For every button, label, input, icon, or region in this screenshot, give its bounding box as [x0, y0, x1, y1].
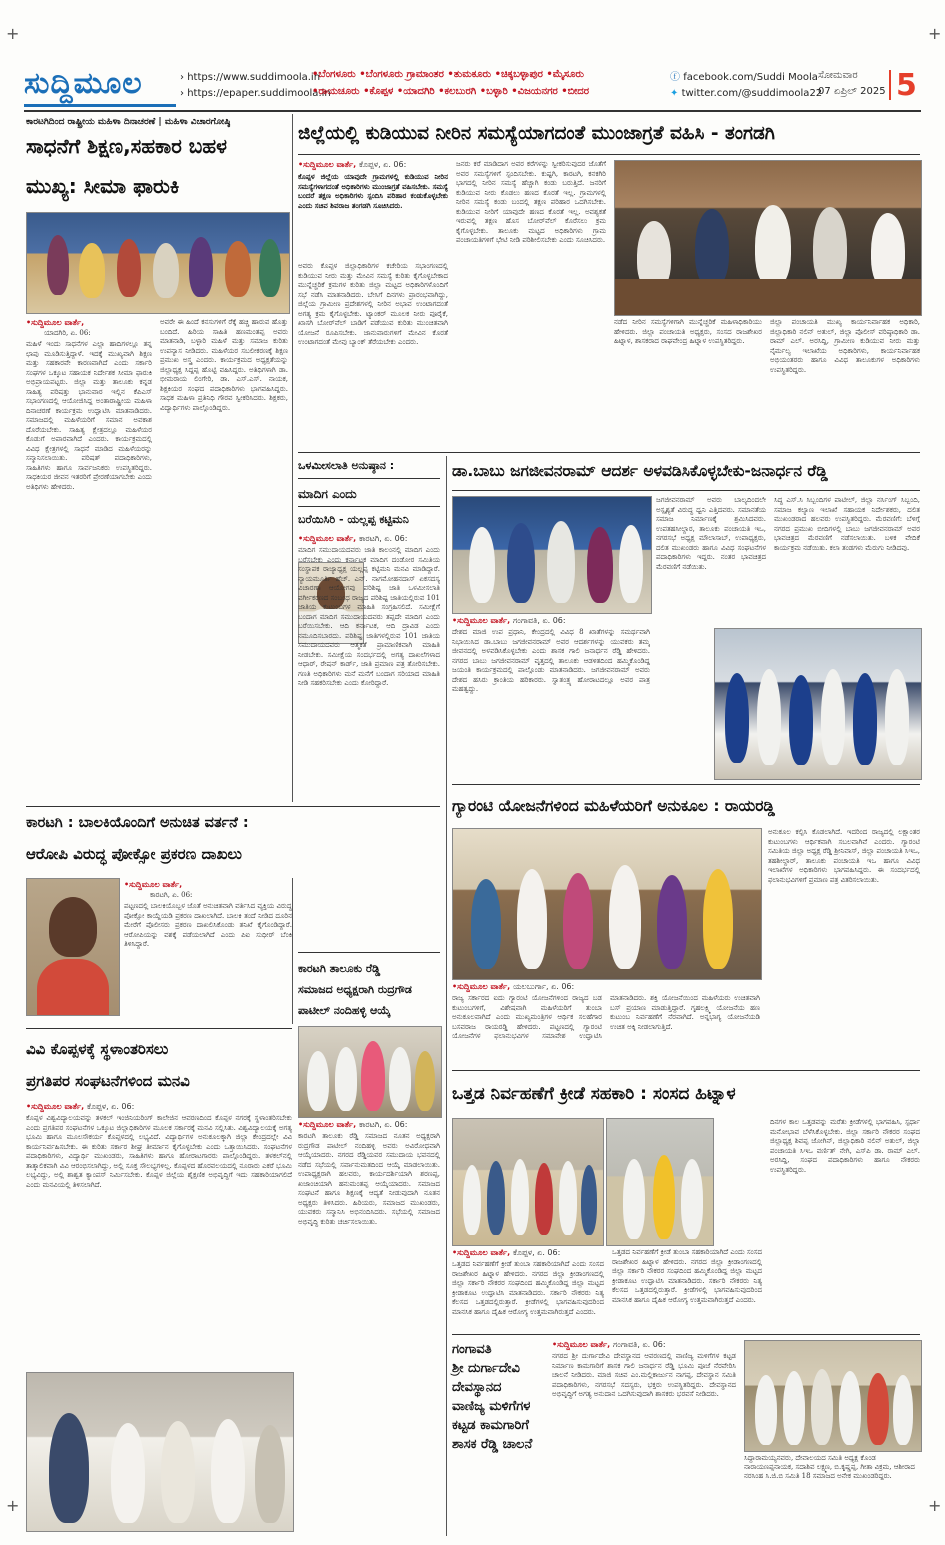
cities-row-1: •ಬೆಂಗಳೂರು •ಬೆಂಗಳೂರು ಗ್ರಾಮಾಂತರ •ತುಮಕೂರು •ಚಿಕ್ಕಬಳ್ಳಾಪುರ •ಮೈಸೂರು: [312, 69, 584, 80]
column-divider: [292, 878, 293, 1024]
story6-headline-1[interactable]: ಕಾರಟಗಿ : ಬಾಲಕಿಯೊಂದಿಗೆ ಅನುಚಿತ ವರ್ತನೆ :: [26, 815, 249, 831]
story9-headline[interactable]: ಒತ್ತಡ ನಿರ್ವಹಣೆಗೆ ಕ್ರೀಡೆ ಸಹಕಾರಿ : ಸಂಸದ ಹಿಟ್ನಾಳ: [452, 1084, 736, 1104]
story4-headline[interactable]: ಡಾ.ಬಾಬು ಜಗಜೀವನರಾಮ್ ಆದರ್ಶ ಅಳವಡಿಸಿಕೊಳ್ಳಬೇಕು-ಜನಾರ್ಧನ ರೆಡ್ಡಿ: [452, 462, 828, 480]
arrow-icon: ›: [180, 72, 188, 83]
story5-headline[interactable]: ಗ್ಯಾರಂಟಿ ಯೋಜನೆಗಳಿಂದ ಮಹಿಳೆಯರಿಗೆ ಅನುಕೂಲ : ರಾಯರಡ್ಡಿ: [452, 797, 775, 815]
twitter-icon: ✦: [670, 88, 682, 99]
story9-body: ಒತ್ತಡದ ನಿರ್ವಹಣೆಗೆ ಕ್ರೀಡೆ ತುಂಬಾ ಸಹಕಾರಿಯಾಗಿದೆ ಎಂದು ಸಂಸದ ರಾಜಶೇಖರ ಹಿಟ್ನಾಳ ಹೇಳಿದರು. ನಗರದ ಜಿಲ್ಲಾ ಕ್ರೀಡಾಂಗಣದಲ್ಲಿ ಜಿಲ್ಲಾ ಸರ್ಕಾರಿ ನೌಕರರ ಸಂಘದಿಂದ ಹಮ್ಮಿಕೊಂಡಿದ್ದ ಜಿಲ್ಲಾ ಮಟ್ಟದ ಕ್ರೀಡಾಕೂಟ ಉದ್ಘಾಟಿಸಿ ಮಾತನಾಡಿದರು. ಸರ್ಕಾರಿ ನೌಕರರು ನಿತ್ಯ ಕೆಲಸದ ಒತ್ತಡದಲ್ಲಿರುತ್ತಾರೆ. ಕ್ರೀಡೆಗಳಲ್ಲಿ ಭಾಗವಹಿಸುವುದರಿಂದ ಮಾನಸಿಕ ಹಾಗೂ ದೈಹಿಕ ಆರೋಗ್ಯ ಉತ್ತಮವಾಗಿರುತ್ತದೆ ಎಂದರು.: [452, 1260, 604, 1316]
story1-headline-1[interactable]: ಸಾಧನೆಗೆ ಶಿಕ್ಷಣ,ಸಹಕಾರ ಬಹಳ: [26, 134, 228, 158]
story10-byline: •ಸುದ್ದಿಮೂಲ ವಾರ್ತೆ, ಗಂಗಾವತಿ, ಏ. 06:: [552, 1340, 666, 1349]
story6-byline: •ಸುದ್ದಿಮೂಲ ವಾರ್ತೆ,: [124, 880, 183, 889]
story4-body-far: ಸಿದ್ಧ ಎಸ್.ಸಿ ಸಿಬ್ಬಂದಿಗಳ ಪಾಟೀಲ್, ಜಿಲ್ಲಾ ನರ್ಸಿಂಗ್ ಸಿಬ್ಬಂದಿ, ಸಮಾಜ ಕಲ್ಯಾಣ ಇಲಾಖೆ ಸಹಾಯಕ ನಿರ್ದೇಶಕರು, ದಲಿತ ಮುಖಂಡರಾದ ಹಲವರು ಉಪಸ್ಥಿತರಿದ್ದರು. ಮೆರವಣಿಗೆ: ಬೆಳಿಗ್ಗೆ ನಗರದ ಪ್ರಮುಖ ಬೀದಿಗಳಲ್ಲಿ ಬಾಬು ಜಗಜೀವನರಾಮ್ ಅವರ ಭಾವಚಿತ್ರದ ಮೆರವಣಿಗೆ ನಡೆಸಲಾಯಿತು. ಬಳಿಕ ವೇದಿಕೆ ಕಾರ್ಯಕ್ರಮ ನಡೆಯಿತು. ಕಲಾ ತಂಡಗಳು ಮೆರುಗು ನೀಡಿದವು.: [774, 496, 920, 552]
story6-body: ಪಟ್ಟಣದಲ್ಲಿ ಬಾಲಕಿಯೊಬ್ಬಳ ಜೊತೆ ಅನುಚಿತವಾಗಿ ವರ್ತಿಸಿದ ವ್ಯಕ್ತಿಯ ವಿರುದ್ಧ ಪೋಕ್ಸೋ ಕಾಯ್ದೆಯಡಿ ಪ್ರಕರಣ ದಾಖಲಾಗಿದೆ. ಬಾಲಕಿ ತಂದೆ ನೀಡಿದ ದೂರಿನ ಮೇರೆಗೆ ಪೊಲೀಸರು ಪ್ರಕರಣ ದಾಖಲಿಸಿಕೊಂಡು ತನಿಖೆ ಕೈಗೊಂಡಿದ್ದಾರೆ. ಆರೋಪಿಯನ್ನು ವಶಕ್ಕೆ ಪಡೆಯಲಾಗಿದೆ ಎಂದು ಪಿಐ ಸುಧೀರ್ ಬೆಂಕಿ ತಿಳಿಸಿದ್ದಾರೆ.: [124, 902, 292, 948]
story8-photo: [26, 1372, 294, 1532]
masthead-rule: [24, 110, 921, 112]
registration-mark-bl: +: [6, 1496, 20, 1515]
story3-rule: [298, 478, 440, 479]
epaper-link[interactable]: › https://epaper.suddimoola.in: [180, 88, 331, 99]
page-number: 5: [896, 68, 917, 103]
story9-body-right: ದಿನಗಳ ಕಾಲ ಒತ್ತಡವನ್ನು ಮರೆತು ಕ್ರೀಡೆಗಳಲ್ಲಿ ಭಾಗವಹಿಸಿ, ಸ್ಪರ್ಧಾ ಮನೋಭಾವ ಬೆಳೆಸಿಕೊಳ್ಳಬೇಕು. ಜಿಲ್ಲಾ ಸರ್ಕಾರಿ ನೌಕರರ ಸಂಘದ ಜಿಲ್ಲಾಧ್ಯಕ್ಷ ಶಿವಪ್ಪ ಜೋಗಿನ್, ಜಿಲ್ಲಾಧಿಕಾರಿ ನಲಿನ್ ಅತುಲ್, ಜಿಲ್ಲಾ ಪಂಚಾಯತಿ ಸಿಇಒ ವರ್ಣಿತ್ ನೇಗಿ, ಎಸ್‌ಪಿ ಡಾ. ರಾಮ್ ಎಲ್. ಅರಸಿದ್ದಿ, ಸಂಘದ ಪದಾಧಿಕಾರಿಗಳು ಹಾಗೂ ನೌಕರರು ಉಪಸ್ಥಿತರಿದ್ದರು.: [770, 1118, 920, 1174]
section-rule: [26, 806, 440, 807]
story1-body-left: ಮಹಿಳೆ ಇಂದು ಸಾಧನೆಗಳ ಎಲ್ಲಾ ಹಾದಿಗಳಲ್ಲೂ ತನ್ನ ಛಾಪು ಮೂಡಿಸುತ್ತಿದ್ದಾಳೆ. ಇದಕ್ಕೆ ಮುಖ್ಯವಾಗಿ ಶಿಕ್ಷಣ ಮತ್ತು ಸಹಕಾರವೇ ಕಾರಣವಾಗಿದೆ ಎಂದು ಸರ್ಕಾರಿ ಸಂಘಗಳ ಒಕ್ಕೂಟ ಸಹಾಯಕ ನಿರ್ದೇಶಕ ಸೀಮಾ ಫಾರುಕಿ ಅಭಿಪ್ರಾಯಪಟ್ಟರು. ಜಿಲ್ಲಾ ಮತ್ತು ತಾಲೂಕು ಕನ್ನಡ ಸಾಹಿತ್ಯ ಪರಿಷತ್ತು ಭಾನುವಾರ ಇಲ್ಲಿನ ಕೆಪಿಎಸ್ ಸಭಾಂಗಣದಲ್ಲಿ ಆಯೋಜಿಸಿದ್ದ ಅಂತಾರಾಷ್ಟ್ರೀಯ ಮಹಿಳಾ ದಿನಾಚರಣೆ ಕಾರ್ಯಕ್ರಮ ಉದ್ಘಾಟಿಸಿ ಮಾತನಾಡಿದರು. ಸಮಾಜದಲ್ಲಿ ಮಹಿಳೆಯರಿಗೆ ಸಮಾನ ಅವಕಾಶ ದೊರೆಯಬೇಕು. ಸಾಹಿತ್ಯ ಕ್ಷೇತ್ರದಲ್ಲೂ ಮಹಿಳೆಯರ ಕೊಡುಗೆ ಅಪಾರವಾಗಿದೆ ಎಂದರು. ಕಾರ್ಯಕ್ರಮದಲ್ಲಿ ವಿವಿಧ ಕ್ಷೇತ್ರಗಳಲ್ಲಿ ಸಾಧನೆ ಮಾಡಿದ ಮಹಿಳೆಯರನ್ನು ಸನ್ಮಾನಿಸಲಾಯಿತು. ಪರಿಷತ್ ಪದಾಧಿಕಾರಿಗಳು, ಸಾಹಿತಿಗಳು ಹಾಗೂ ಸಾರ್ವಜನಿಕರು ಉಪಸ್ಥಿತರಿದ್ದರು. ಸಾಧಕಿಯರ ಜೀವನ ಇತರರಿಗೆ ಪ್ರೇರಣೆಯಾಗಬೇಕು ಎಂದು ಅತಿಥಿಗಳು ಹೇಳಿದರು.: [26, 340, 152, 491]
story9-byline: •ಸುದ್ದಿಮೂಲ ವಾರ್ತೆ, ಕೊಪ್ಪಳ, ಏ. 06:: [452, 1248, 561, 1257]
story9-photo-2: [606, 1118, 714, 1246]
registration-mark-tr: +: [928, 24, 942, 43]
story4-byline: •ಸುದ್ದಿಮೂಲ ವಾರ್ತೆ, ಗಂಗಾವತಿ, ಏ. 06:: [452, 616, 566, 625]
story10-headline-5: ಕಟ್ಟಡ ಕಾಮಗಾರಿಗೆ: [452, 1418, 529, 1433]
story7-body: ಕಾರಟಗಿ ತಾಲೂಕು ರೆಡ್ಡಿ ಸಮಾಜದ ನೂತನ ಅಧ್ಯಕ್ಷರಾಗಿ ರುದ್ರಗೌಡ ಪಾಟೀಲ್ ನಂದಿಹಳ್ಳಿ ಅವರು ಅವಿರೋಧವಾಗಿ ಆಯ್ಕೆಯಾದರು. ನಗರದ ರೆಡ್ಡಿಯವರ ಸಮುದಾಯ ಭವನದಲ್ಲಿ ನಡೆದ ಸಭೆಯಲ್ಲಿ ಸರ್ವಾನುಮತದಿಂದ ಆಯ್ಕೆ ಮಾಡಲಾಯಿತು. ಉಪಾಧ್ಯಕ್ಷರಾಗಿ ಹಲವರು, ಕಾರ್ಯದರ್ಶಿಯಾಗಿ ಶರಣಪ್ಪ, ಖಜಾಂಚಿಯಾಗಿ ಹನುಮಂತಪ್ಪ ಆಯ್ಕೆಯಾದರು. ಸಮಾಜದ ಸಂಘಟನೆ ಹಾಗೂ ಶಿಕ್ಷಣಕ್ಕೆ ಆದ್ಯತೆ ನೀಡುವುದಾಗಿ ನೂತನ ಅಧ್ಯಕ್ಷರು ತಿಳಿಸಿದರು. ಹಿರಿಯರು, ಸಮಾಜದ ಮುಖಂಡರು, ಯುವಕರು ಸನ್ಮಾನಿಸಿ ಅಭಿನಂದಿಸಿದರು. ಸಭೆಯಲ್ಲಿ ಸಮಾಜದ ಅಭಿವೃದ್ಧಿ ಕುರಿತು ಚರ್ಚಿಸಲಾಯಿತು.: [298, 1132, 440, 1226]
story2-byline: •ಸುದ್ದಿಮೂಲ ವಾರ್ತೆ, ಕೊಪ್ಪಳ, ಏ. 06:: [298, 160, 407, 169]
story4-photo-stage: [452, 496, 652, 614]
cities-row-2: •ರಾಯಚೂರು •ಕೊಪ್ಪಳ •ಯಾದಗಿರಿ •ಕಲಬುರಗಿ •ಬಳ್ಳಾರಿ •ವಿಜಯನಗರ •ಬೀದರ: [312, 86, 589, 97]
story4-rule: [452, 490, 920, 491]
story2-headline[interactable]: ಜಿಲ್ಲೆಯಲ್ಲಿ ಕುಡಿಯುವ ನೀರಿನ ಸಮಸ್ಯೆಯಾಗದಂತೆ ಮುಂಜಾಗ್ರತೆ ವಹಿಸಿ - ತಂಗಡಗಿ: [298, 123, 775, 144]
story2-lead: ಕೊಪ್ಪಳ ಜಿಲ್ಲೆಯ ಯಾವುದೇ ಗ್ರಾಮಗಳಲ್ಲಿ ಕುಡಿಯುವ ನೀರಿನ ಸಮಸ್ಯೆಗಳಾಗದಂತೆ ಅಧಿಕಾರಿಗಳು ಮುಂಜಾಗ್ರತೆ ವಹಿಸಬೇಕು. ಸಮಸ್ಯೆ ಬಂದರೆ ತಕ್ಷಣ ಅಧಿಕಾರಿಗಳು ಸ್ಪಂದಿಸಿ ಪರಿಹಾರ ಕಂಡುಕೊಳ್ಳಬೇಕು ಎಂದು ಸಚಿವ ಶಿವರಾಜ ತಂಗಡಗಿ ಸೂಚಿಸಿದರು.: [298, 172, 448, 210]
story4-body: ದೇಶದ ಮಾಜಿ ಉಪ ಪ್ರಧಾನಿ, ಕೇಂದ್ರದಲ್ಲಿ ವಿವಿಧ 8 ಖಾತೆಗಳನ್ನು ಸಮರ್ಥವಾಗಿ ನಿಭಾಯಿಸಿದ ಡಾ.ಬಾಬು ಜಗಜೀವನರಾಮ್ ಅವರ ಆದರ್ಶಗಳನ್ನು ಯುವಕರು ತಮ್ಮ ಜೀವನದಲ್ಲಿ ಅಳವಡಿಸಿಕೊಳ್ಳಬೇಕು ಎಂದು ಶಾಸಕ ಗಾಲಿ ಜನಾರ್ಧನ ರೆಡ್ಡಿ ಹೇಳಿದರು. ನಗರದ ಬಾಬು ಜಗಜೀವನರಾಮ್ ವೃತ್ತದಲ್ಲಿ ತಾಲೂಕು ಆಡಳಿತದಿಂದ ಹಮ್ಮಿಕೊಂಡಿದ್ದ ಜಯಂತಿ ಕಾರ್ಯಕ್ರಮದಲ್ಲಿ ಪಾಲ್ಗೊಂಡು ಮಾತನಾಡಿದರು. ಜಗಜೀವನರಾಮ್ ಅವರು ದೇಶದ ಹಸಿರು ಕ್ರಾಂತಿಯ ಹರಿಕಾರರು. ಸ್ವಾತಂತ್ರ್ಯ ಹೋರಾಟದಲ್ಲೂ ಅವರ ಪಾತ್ರ ಮಹತ್ವದ್ದು.: [452, 628, 650, 693]
story2-rule: [298, 154, 920, 155]
column-divider: [446, 456, 447, 1536]
story2-photo-caption: ನಡೆದ ನೀರಿನ ಸಮಸ್ಯೆಗಳಿಗಾಗಿ ಮುನ್ನೆಚ್ಚರಿಕೆ ಮಹಿಳಾಧಿಕಾರಿಯು ಹೇಳಿದರು. ಜಿಲ್ಲಾ ಪಂಚಾಯತಿ ಅಧ್ಯಕ್ಷರು, ಸಂಸದ ರಾಜಶೇಖರ ಹಿಟ್ನಾಳ, ಶಾಸಕರಾದ ರಾಘವೇಂದ್ರ ಹಿಟ್ನಾಳ ಉಪಸ್ಥಿತರಿದ್ದರು.: [614, 318, 762, 345]
story3-headline-2[interactable]: ಬರೆಯಿಸಿರಿ - ಯಲ್ಲಪ್ಪ ಕಟ್ಟಿಮನಿ: [298, 513, 409, 526]
story6-portrait: [26, 878, 120, 1016]
story1-byline: •ಸುದ್ದಿಮೂಲ ವಾರ್ತೆ,: [26, 318, 85, 327]
story4-photo-rally: [714, 628, 922, 780]
story7-photo: [298, 1026, 442, 1118]
section-rule: [452, 1334, 920, 1335]
logo-underline: [24, 104, 176, 107]
story8-byline: •ಸುದ್ದಿಮೂಲ ವಾರ್ತೆ, ಕೊಪ್ಪಳ, ಏ. 06:: [26, 1102, 135, 1111]
registration-mark-tl: +: [6, 24, 20, 43]
story10-headline-3: ದೇವಸ್ಥಾನದ: [452, 1380, 502, 1395]
website-link[interactable]: › https://www.suddimoola.in: [180, 72, 321, 83]
story10-body: ನಗರದ ಶ್ರೀ ದುರ್ಗಾದೇವಿ ದೇವಸ್ಥಾನದ ಆವರಣದಲ್ಲಿ ವಾಣಿಜ್ಯ ಮಳಿಗೆಗಳ ಕಟ್ಟಡ ನಿರ್ಮಾಣ ಕಾಮಗಾರಿಗೆ ಶಾಸಕ ಗಾಲಿ ಜನಾರ್ಧನ ರೆಡ್ಡಿ ಭೂಮಿ ಪೂಜೆ ನೆರವೇರಿಸಿ ಚಾಲನೆ ನೀಡಿದರು. ಮಾಜಿ ಸಚಿವ ಎಂ.ಮಲ್ಲಿಕಾರ್ಜುನ ನಾಗಪ್ಪ, ದೇವಸ್ಥಾನ ಸಮಿತಿ ಪದಾಧಿಕಾರಿಗಳು, ನಗರಸಭೆ ಸದಸ್ಯರು, ಭಕ್ತರು ಉಪಸ್ಥಿತರಿದ್ದರು. ದೇವಸ್ಥಾನದ ಅಭಿವೃದ್ಧಿಗೆ ಅಗತ್ಯ ಅನುದಾನ ಒದಗಿಸುವುದಾಗಿ ಶಾಸಕರು ಭರವಸೆ ನೀಡಿದರು.: [552, 1352, 736, 1398]
masthead-cities: [312, 66, 664, 100]
story10-caption: ಸಿದ್ದಾರಾಮಯ್ಯನವರು, ದೇವಾಲಯದ ಸಮಿತಿ ಅಧ್ಯಕ್ಷ ಕೊಂಡ ನಾರಾಯಣಪ್ಪನಾಯಕ, ಸದಾಶಿವ ಲಕ್ಷ್ಮಣ, ಬಿ.ಕೃಷ್ಣಪ್ಪ, ಗೀತಾ ವಿಕ್ರಮ, ಆಶೀರಾದ ನರಸಿಂಹ ಸಿ.ಜಿ.ಬಿ ಸಮಿತಿ 18 ಸಮಾಜದ ಅನೇಕ ಮುಖಂಡರಿದ್ದರು.: [744, 1454, 915, 1480]
issue-date: 07 ಏಪ್ರಿಲ್ 2025: [818, 86, 886, 97]
story4-body-right: ಜಗಜೀವನರಾಮ್ ಅವರು ಬಾಲ್ಯದಿಂದಲೇ ಅಸ್ಪೃಶ್ಯತೆ ವಿರುದ್ಧ ಧ್ವನಿ ಎತ್ತಿದವರು. ಸಮಾನತೆಯ ಸಮಾಜ ನಿರ್ಮಾಣಕ್ಕೆ ಶ್ರಮಿಸಿದವರು. ಉಪತಹಸೀಲ್ದಾರ, ತಾಲೂಕು ಪಂಚಾಯತಿ ಇಒ, ನಗರಸಭೆ ಅಧ್ಯಕ್ಷ ಮೌಲಾಸಾಬ್, ಉಪಾಧ್ಯಕ್ಷರು, ದಲಿತ ಮುಖಂಡರು ಹಾಗೂ ವಿವಿಧ ಸಂಘಟನೆಗಳ ಪದಾಧಿಕಾರಿಗಳು ಇದ್ದರು. ನಂತರ ಭಾವಚಿತ್ರದ ಮೆರವಣಿಗೆ ನಡೆಯಿತು.: [656, 496, 766, 571]
story7-headline[interactable]: [298, 958, 440, 1021]
registration-mark-br: +: [928, 1496, 942, 1515]
story7-headline-3: ಪಾಟೀಲ್ ನಂದಿಹಳ್ಳಿ ಆಯ್ಕೆ: [298, 1004, 391, 1017]
section-rule: [26, 1028, 292, 1029]
story8-headline-2[interactable]: ಪ್ರಗತಿಪರ ಸಂಘಟನೆಗಳಿಂದ ಮನವಿ: [26, 1072, 190, 1090]
column-divider: [292, 114, 293, 802]
story5-body: ರಾಜ್ಯ ಸರ್ಕಾರದ ಐದು ಗ್ಯಾರಂಟಿ ಯೋಜನೆಗಳಿಂದ ರಾಜ್ಯದ ಬಡ ಕುಟುಂಬಗಳಿಗೆ, ವಿಶೇಷವಾಗಿ ಮಹಿಳೆಯರಿಗೆ ತುಂಬಾ ಅನುಕೂಲವಾಗಿದೆ ಎಂದು ಮುಖ್ಯಮಂತ್ರಿಗಳ ಆರ್ಥಿಕ ಸಲಹೆಗಾರ ಬಸವರಾಜ ರಾಯರಡ್ಡಿ ಹೇಳಿದರು. ಪಟ್ಟಣದಲ್ಲಿ ಗ್ಯಾರಂಟಿ ಯೋಜನೆಗಳ ಫಲಾನುಭವಿಗಳ ಸಮಾವೇಶ ಉದ್ಘಾಟಿಸಿ ಮಾತನಾಡಿದರು. ಶಕ್ತಿ ಯೋಜನೆಯಿಂದ ಮಹಿಳೆಯರು ಉಚಿತವಾಗಿ ಬಸ್ ಪ್ರಯಾಣ ಮಾಡುತ್ತಿದ್ದಾರೆ. ಗೃಹಲಕ್ಷ್ಮಿ ಯೋಜನೆಯ ಹಣ ಕುಟುಂಬ ನಿರ್ವಹಣೆಗೆ ನೆರವಾಗಿದೆ. ಅನ್ನಭಾಗ್ಯ ಯೋಜನೆಯಡಿ ಉಚಿತ ಅಕ್ಕಿ ನೀಡಲಾಗುತ್ತಿದೆ.: [452, 994, 760, 1040]
story3-headline-1[interactable]: ಮಾದಿಗ ಎಂದು: [298, 487, 357, 501]
story3-kicker: ಒಳಮೀಸಲಾತಿ ಅನುಷ್ಠಾನ :: [298, 459, 395, 472]
story10-headline[interactable]: [452, 1340, 544, 1454]
story10-headline-4: ವಾಣಿಜ್ಯ ಮಳಿಗೆಗಳ: [452, 1399, 531, 1414]
story2-body-b: ಜನರು ಕರೆ ಮಾಡಿದಾಗ ಅವರ ಕರೆಗಳನ್ನು ಸ್ವೀಕರಿಸುವುದರ ಜೊತೆಗೆ ಅವರ ಸಮಸ್ಯೆಗಳಿಗೆ ಸ್ಪಂದಿಸಬೇಕು. ಕುಷ್ಟಗಿ, ಕಾರಟಗಿ, ಕನಕಗಿರಿ ಭಾಗದಲ್ಲಿ ನೀರಿನ ಸಮಸ್ಯೆ ಹೆಚ್ಚಾಗಿ ಕಂಡು ಬರುತ್ತಿದೆ. ಜನರಿಗೆ ಕುಡಿಯುವ ನೀರು ಕೊಡಲು ಹಣದ ಕೊರತೆ ಇಲ್ಲ. ಗ್ರಾಮಗಳಲ್ಲಿ ನೀರಿನ ಸಮಸ್ಯೆ ಕಂಡು ಬಂದಲ್ಲಿ ತಕ್ಷಣ ಪರಿಹಾರ ಒದಗಿಸಬೇಕು. ಕುಡಿಯುವ ನೀರಿಗೆ ಯಾವುದೇ ಹಣದ ಕೊರತೆ ಇಲ್ಲ. ಅವಶ್ಯಕತೆ ಇರುವಲ್ಲಿ ತಕ್ಷಣ ಹೊಸ ಬೋರ್‌ವೆಲ್ ಕೊರೆಸಲು ಕ್ರಮ ಕೈಗೊಳ್ಳಬೇಕು. ತಾಲೂಕು ಮಟ್ಟದ ಅಧಿಕಾರಿಗಳು ಗ್ರಾಮ ಪಂಚಾಯತಿಗಳಿಗೆ ಭೇಟಿ ನೀಡಿ ಪರಿಶೀಲಿಸಬೇಕು ಎಂದು ಸೂಚಿಸಿದರು.: [456, 160, 606, 244]
facebook-link[interactable]: ⓕ facebook.com/Suddi Moola: [670, 72, 818, 83]
story2-body-a: ಅವರು ಕೊಪ್ಪಳ ಜಿಲ್ಲಾಧಿಕಾರಿಗಳ ಕಚೇರಿಯ ಸಭಾಂಗಣದಲ್ಲಿ ಕುಡಿಯುವ ನೀರು ಮತ್ತು ಮೇವಿನ ಸಮಸ್ಯೆ ಕುರಿತು ಕೈಗೊಳ್ಳಬೇಕಾದ ಮುನ್ನೆಚ್ಚರಿಕೆ ಕ್ರಮಗಳ ಕುರಿತು ಜಿಲ್ಲಾ ಮಟ್ಟದ ಅಧಿಕಾರಿಗಳೊಂದಿಗೆ ಸಭೆ ನಡೆಸಿ ಮಾತನಾಡಿದರು. ಬೇಸಿಗೆ ದಿನಗಳು ಪ್ರಾರಂಭವಾಗಿದ್ದು, ಜಿಲ್ಲೆಯ ಗ್ರಾಮೀಣ ಪ್ರದೇಶಗಳಲ್ಲಿ ನೀರಿನ ಅಭಾವ ಉಂಟಾಗದಂತೆ ಅಗತ್ಯ ಕ್ರಮ ಕೈಗೊಳ್ಳಬೇಕು. ಟ್ಯಾಂಕರ್ ಮೂಲಕ ನೀರು ಪೂರೈಕೆ, ಖಾಸಗಿ ಬೋರ್‌ವೆಲ್ ಬಾಡಿಗೆ ಪಡೆಯುವ ಕುರಿತು ಮುಂಚಿತವಾಗಿ ಯೋಜನೆ ರೂಪಿಸಬೇಕು. ಜಾನುವಾರುಗಳಿಗೆ ಮೇವಿನ ಕೊರತೆ ಉಂಟಾಗದಂತೆ ಮೇವು ಬ್ಯಾಂಕ್ ತೆರೆಯಬೇಕು ಎಂದರು.: [298, 262, 448, 346]
story10-headline-6: ಶಾಸಕ ರೆಡ್ಡಿ ಚಾಲನೆ: [452, 1437, 533, 1452]
story7-headline-1: ಕಾರಟಗಿ ತಾಲೂಕು ರೆಡ್ಡಿ: [298, 962, 381, 975]
story5-byline: •ಸುದ್ದಿಮೂಲ ವಾರ್ತೆ, ಯಲಬುರ್ಗಾ, ಏ. 06:: [452, 982, 575, 991]
story8-headline-1[interactable]: ವಿವಿ ಕೊಪ್ಪಳಕ್ಕೆ ಸ್ಥಳಾಂತರಿಸಲು: [26, 1040, 169, 1058]
arrow-icon: ›: [180, 88, 188, 99]
story1-headline-2[interactable]: ಮುಖ್ಯ: ಸೀಮಾ ಫಾರುಕಿ: [26, 174, 180, 198]
section-rule: [298, 952, 440, 953]
story10-headline-2: ಶ್ರೀ ದುರ್ಗಾದೇವಿ: [452, 1361, 520, 1376]
story6-dateline: ಕಾರಟಗಿ, ಏ. 06:: [150, 891, 193, 899]
story9-body-middle: ಒತ್ತಡದ ನಿರ್ವಹಣೆಗೆ ಕ್ರೀಡೆ ತುಂಬಾ ಸಹಕಾರಿಯಾಗಿದೆ ಎಂದು ಸಂಸದ ರಾಜಶೇಖರ ಹಿಟ್ನಾಳ ಹೇಳಿದರು. ನಗರದ ಜಿಲ್ಲಾ ಕ್ರೀಡಾಂಗಣದಲ್ಲಿ ಜಿಲ್ಲಾ ಸರ್ಕಾರಿ ನೌಕರರ ಸಂಘದಿಂದ ಹಮ್ಮಿಕೊಂಡಿದ್ದ ಜಿಲ್ಲಾ ಮಟ್ಟದ ಕ್ರೀಡಾಕೂಟ ಉದ್ಘಾಟಿಸಿ ಮಾತನಾಡಿದರು. ಸರ್ಕಾರಿ ನೌಕರರು ನಿತ್ಯ ಕೆಲಸದ ಒತ್ತಡದಲ್ಲಿರುತ್ತಾರೆ. ಕ್ರೀಡೆಗಳಲ್ಲಿ ಭಾಗವಹಿಸುವುದರಿಂದ ಮಾನಸಿಕ ಹಾಗೂ ದೈಹಿಕ ಆರೋಗ್ಯ ಉತ್ತಮವಾಗಿರುತ್ತದೆ ಎಂದರು.: [612, 1248, 762, 1304]
story3-byline: •ಸುದ್ದಿಮೂಲ ವಾರ್ತೆ, ಕಾರಟಗಿ, ಏ. 06:: [298, 534, 408, 543]
story5-photo: [452, 828, 762, 980]
masthead-date: [818, 68, 886, 100]
story6-headline-2[interactable]: ಆರೋಪಿ ವಿರುದ್ಧ ಪೋಕ್ಸೋ ಪ್ರಕರಣ ದಾಖಲು: [26, 845, 242, 863]
story3-body: ಮಾದಿಗ ಸಮುದಾಯದವರು ಜಾತಿ ಕಾಲಂನಲ್ಲಿ ಮಾದಿಗ ಎಂದು ಬರೆಸಬೇಕು ಎಂದು ಕರ್ನಾಟಕ ಮಾದಿಗ ದಂಡೋರ ಸಮಿತಿಯ ಸಂಸ್ಥಾಪಕ ರಾಜ್ಯಾಧ್ಯಕ್ಷ ಯಲ್ಲಪ್ಪ ಕಟ್ಟಿಮನಿ ಮನವಿ ಮಾಡಿದ್ದಾರೆ. ನ್ಯಾಯಮೂರ್ತಿ ಹೆಚ್. ಎನ್. ನಾಗಮೋಹನದಾಸ್ ಏಕಸದಸ್ಯ ವಿಚಾರಣಾ ಆಯೋಗವು ಪರಿಶಿಷ್ಟ ಜಾತಿ ಒಳಮೀಸಲಾತಿ ವರ್ಗೀಕರಣದ ಸಂಬಂಧ ರಾಜ್ಯದ ಪರಿಶಿಷ್ಟ ಜಾತಿಯಲ್ಲಿರುವ 101 ಜಾತಿಯ ಕುಟುಂಬಗಳ ಮಾಹಿತಿ ಸಂಗ್ರಹಿಸಲಿದೆ. ಸಮೀಕ್ಷೆಗೆ ಬಂದಾಗ ಮಾದಿಗ ಸಮುದಾಯದವರು ತಪ್ಪದೇ ಮಾದಿಗ ಎಂದು ಬರೆಯಿಸಬೇಕು. ಆದಿ ಕರ್ನಾಟಕ, ಆದಿ ದ್ರಾವಿಡ ಎಂದು ನಮೂದಿಸಬಾರದು. ಪರಿಶಿಷ್ಟ ಜಾತಿಗಳಲ್ಲಿರುವ 101 ಜಾತಿಯ ಸಮುದಾಯದವರು ಆತ್ಮಕತೆ ಪ್ರಾಮಾಣಿಕವಾಗಿ ಮಾಹಿತಿ ನೀಡಬೇಕು. ಸಮೀಕ್ಷೆಯ ಸಂದರ್ಭದಲ್ಲಿ ಅಗತ್ಯ ದಾಖಲೆಗಳಾದ ಆಧಾರ್, ರೇಷನ್ ಕಾರ್ಡ್, ಜಾತಿ ಪ್ರಮಾಣ ಪತ್ರ ತೋರಿಸಬೇಕು. ಗಣತಿ ಅಧಿಕಾರಿಗಳು ಮನೆ ಮನೆಗೆ ಬಂದಾಗ ಸರಿಯಾದ ಮಾಹಿತಿ ನೀಡಿ ಸಹಕರಿಸಬೇಕು ಎಂದು ಕೋರಿದ್ದಾರೆ.: [298, 546, 440, 687]
story5-body-right: ಅನುಕೂಲ ಕಲ್ಪಿಸಿ ಕೊಡಲಾಗಿದೆ. ಇದರಿಂದ ರಾಜ್ಯದಲ್ಲಿ ಲಕ್ಷಾಂತರ ಕುಟುಂಬಗಳು ಆರ್ಥಿಕವಾಗಿ ಸಬಲವಾಗಿವೆ ಎಂದರು. ಗ್ಯಾರಂಟಿ ಸಮಿತಿಯ ಜಿಲ್ಲಾ ಅಧ್ಯಕ್ಷ ರೆಡ್ಡಿ ಶ್ರೀನಿವಾಸ್, ಜಿಲ್ಲಾ ಪಂಚಾಯತಿ ಸಿಇಒ, ತಹಶೀಲ್ದಾರ್, ತಾಲೂಕು ಪಂಚಾಯತಿ ಇಒ ಹಾಗೂ ವಿವಿಧ ಇಲಾಖೆಗಳ ಅಧಿಕಾರಿಗಳು ಭಾಗವಹಿಸಿದ್ದರು. ಈ ಸಂದರ್ಭದಲ್ಲಿ ಫಲಾನುಭವಿಗಳಿಗೆ ಪ್ರಮಾಣ ಪತ್ರ ವಿತರಿಸಲಾಯಿತು.: [768, 828, 920, 884]
facebook-icon: ⓕ: [670, 72, 684, 83]
story7-byline: •ಸುದ್ದಿಮೂಲ ವಾರ್ತೆ, ಕಾರಟಗಿ, ಏ. 06:: [298, 1120, 408, 1129]
section-rule: [298, 452, 920, 453]
story1-kicker: ಕಾರಟಗಿದಿಂದ ರಾಷ್ಟ್ರೀಯ ಮಹಿಳಾ ದಿನಾಚರಣೆ | ಮಹಿಳಾ ವಿಚಾರಗೋಷ್ಠಿ: [26, 117, 231, 127]
story1-body-right: ಅವರೇ ಈ ಹಿಂದೆ ಕನಸುಗಳಿಗೆ ರೆಕ್ಕೆ ಹಚ್ಚಿ ಹಾರುವ ಹೊತ್ತು ಬಂದಿದೆ. ಹಿರಿಯ ಸಾಹಿತಿ ಹಣಮಂತಪ್ಪ ಅವರು ಮಾತನಾಡಿ, ಬಳ್ಳಾರಿ ಮಹಿಳೆ ಮತ್ತು ಸಮಾಜ ಕುರಿತು ಉಪನ್ಯಾಸ ನೀಡಿದರು. ಮಹಿಳೆಯರ ಸಬಲೀಕರಣಕ್ಕೆ ಶಿಕ್ಷಣ ಪ್ರಮುಖ ಅಸ್ತ್ರ ಎಂದರು. ಕಾರ್ಯಕ್ರಮದ ಅಧ್ಯಕ್ಷತೆಯನ್ನು ಜಿಲ್ಲಾಧ್ಯಕ್ಷ ಸಿದ್ದಪ್ಪ ಹೊಟ್ಟಿ ವಹಿಸಿದ್ದರು. ಅತಿಥಿಗಳಾಗಿ ಡಾ. ಭೀಮರಾಯ ಲಿಂಗೇರಿ, ಡಾ. ಎಸ್.ಎಸ್. ನಾಯಕ, ಶಿಕ್ಷಕಿಯರ ಸಂಘದ ಪದಾಧಿಕಾರಿಗಳು ಭಾಗವಹಿಸಿದ್ದರು. ಸಾಧಕ ಮಹಿಳಾ ಪ್ರತಿನಿಧಿ ಗೌರವ ಸ್ವೀಕರಿಸಿದರು. ಶಿಕ್ಷಕರು, ವಿದ್ಯಾರ್ಥಿಗಳು ಪಾಲ್ಗೊಂಡಿದ್ದರು.: [160, 318, 288, 412]
story2-body-c: ಜಿಲ್ಲಾ ಪಂಚಾಯತಿ ಮುಖ್ಯ ಕಾರ್ಯನಿರ್ವಾಹಕ ಅಧಿಕಾರಿ, ಜಿಲ್ಲಾಧಿಕಾರಿ ನಲಿನ್ ಅತುಲ್, ಜಿಲ್ಲಾ ಪೊಲೀಸ್ ವರಿಷ್ಠಾಧಿಕಾರಿ ಡಾ. ರಾಮ್ ಎಲ್. ಅರಸಿದ್ದಿ, ಗ್ರಾಮೀಣ ಕುಡಿಯುವ ನೀರು ಮತ್ತು ನೈರ್ಮಲ್ಯ ಇಲಾಖೆಯ ಅಧಿಕಾರಿಗಳು, ಕಾರ್ಯನಿರ್ವಾಹಕ ಅಭಿಯಂತರರು ಹಾಗೂ ವಿವಿಧ ತಾಲೂಕುಗಳ ಅಧಿಕಾರಿಗಳು ಉಪಸ್ಥಿತರಿದ್ದರು.: [770, 318, 920, 374]
twitter-link[interactable]: ✦ twitter.com/@suddimoola22: [670, 88, 823, 99]
masthead-urls: [180, 70, 331, 102]
story2-meeting-photo: [614, 160, 922, 316]
story1-dateline: ಯಾದಗಿರಿ, ಏ. 06:: [44, 329, 91, 337]
story1-photo: [26, 212, 290, 314]
masthead-logo: ಸುದ್ದಿಮೂಲ: [24, 66, 143, 101]
story10-photo: [744, 1340, 922, 1452]
story8-body: ಕೊಪ್ಪಳ ವಿಶ್ವವಿದ್ಯಾಲಯವನ್ನು ತಳಕಲ್ ಇಂಜಿನಿಯರಿಂಗ್ ಕಾಲೇಜಿನ ಆವರಣದಿಂದ ಕೊಪ್ಪಳ ನಗರಕ್ಕೆ ಸ್ಥಳಾಂತರಿಸಬೇಕು ಎಂದು ಪ್ರಗತಿಪರ ಸಂಘಟನೆಗಳ ಒಕ್ಕೂಟ ಜಿಲ್ಲಾಧಿಕಾರಿಗಳ ಮೂಲಕ ಸರ್ಕಾರಕ್ಕೆ ಮನವಿ ಸಲ್ಲಿಸಿತು. ವಿಶ್ವವಿದ್ಯಾಲಯಕ್ಕೆ ಅಗತ್ಯ ಭೂಮಿ ಹಾಗೂ ಮೂಲಸೌಕರ್ಯ ಕೊಪ್ಪಳದಲ್ಲಿ ಲಭ್ಯವಿದೆ. ವಿದ್ಯಾರ್ಥಿಗಳ ಅನುಕೂಲಕ್ಕಾಗಿ ಜಿಲ್ಲಾ ಕೇಂದ್ರದಲ್ಲೇ ವಿವಿ ಕಾರ್ಯನಿರ್ವಹಿಸಬೇಕು. ಈ ಕುರಿತು ಸರ್ಕಾರ ಶೀಘ್ರ ತೀರ್ಮಾನ ಕೈಗೊಳ್ಳಬೇಕು ಎಂದು ಒತ್ತಾಯಿಸಿದರು. ಸಂಘಟನೆಗಳ ಪದಾಧಿಕಾರಿಗಳು, ವಿದ್ಯಾರ್ಥಿ ಮುಖಂಡರು, ಸಾಹಿತಿಗಳು ಹಾಗೂ ಹೋರಾಟಗಾರರು ಪಾಲ್ಗೊಂಡಿದ್ದರು. ತಳಕಲ್‌ನಲ್ಲಿ ತಾತ್ಕಾಲಿಕವಾಗಿ ವಿವಿ ಆರಂಭಿಸಲಾಗಿದ್ದು, ಅಲ್ಲಿ ಸೂಕ್ತ ಸೌಲಭ್ಯಗಳಿಲ್ಲ. ಕೊಪ್ಪಳದ ಹೊರವಲಯದಲ್ಲಿ ನೂರಾರು ಎಕರೆ ಭೂಮಿ ಲಭ್ಯವಿದ್ದು, ಅಲ್ಲಿ ಶಾಶ್ವತ ಕ್ಯಾಂಪಸ್ ನಿರ್ಮಿಸಬೇಕು. ಕೊಪ್ಪಳ ಜಿಲ್ಲೆಯ ಶೈಕ್ಷಣಿಕ ಅಭಿವೃದ್ಧಿಗೆ ಇದು ಸಹಕಾರಿಯಾಗಲಿದೆ ಎಂದು ಮನವಿಯಲ್ಲಿ ತಿಳಿಸಲಾಗಿದೆ.: [26, 1114, 292, 1189]
story7-headline-2: ಸಮಾಜದ ಅಧ್ಯಕ್ಷರಾಗಿ ರುದ್ರಗೌಡ: [298, 983, 412, 996]
story9-photo: [452, 1118, 604, 1246]
page-number-divider: [889, 70, 891, 100]
weekday: ಸೋಮವಾರ: [818, 70, 858, 81]
section-rule: [452, 1070, 920, 1071]
story10-headline-1: ಗಂಗಾವತಿ: [452, 1342, 492, 1357]
story4-side-caption: [656, 628, 708, 778]
masthead-social: [670, 70, 822, 102]
story3-rule-2: [298, 506, 440, 507]
section-rule: [452, 784, 920, 785]
